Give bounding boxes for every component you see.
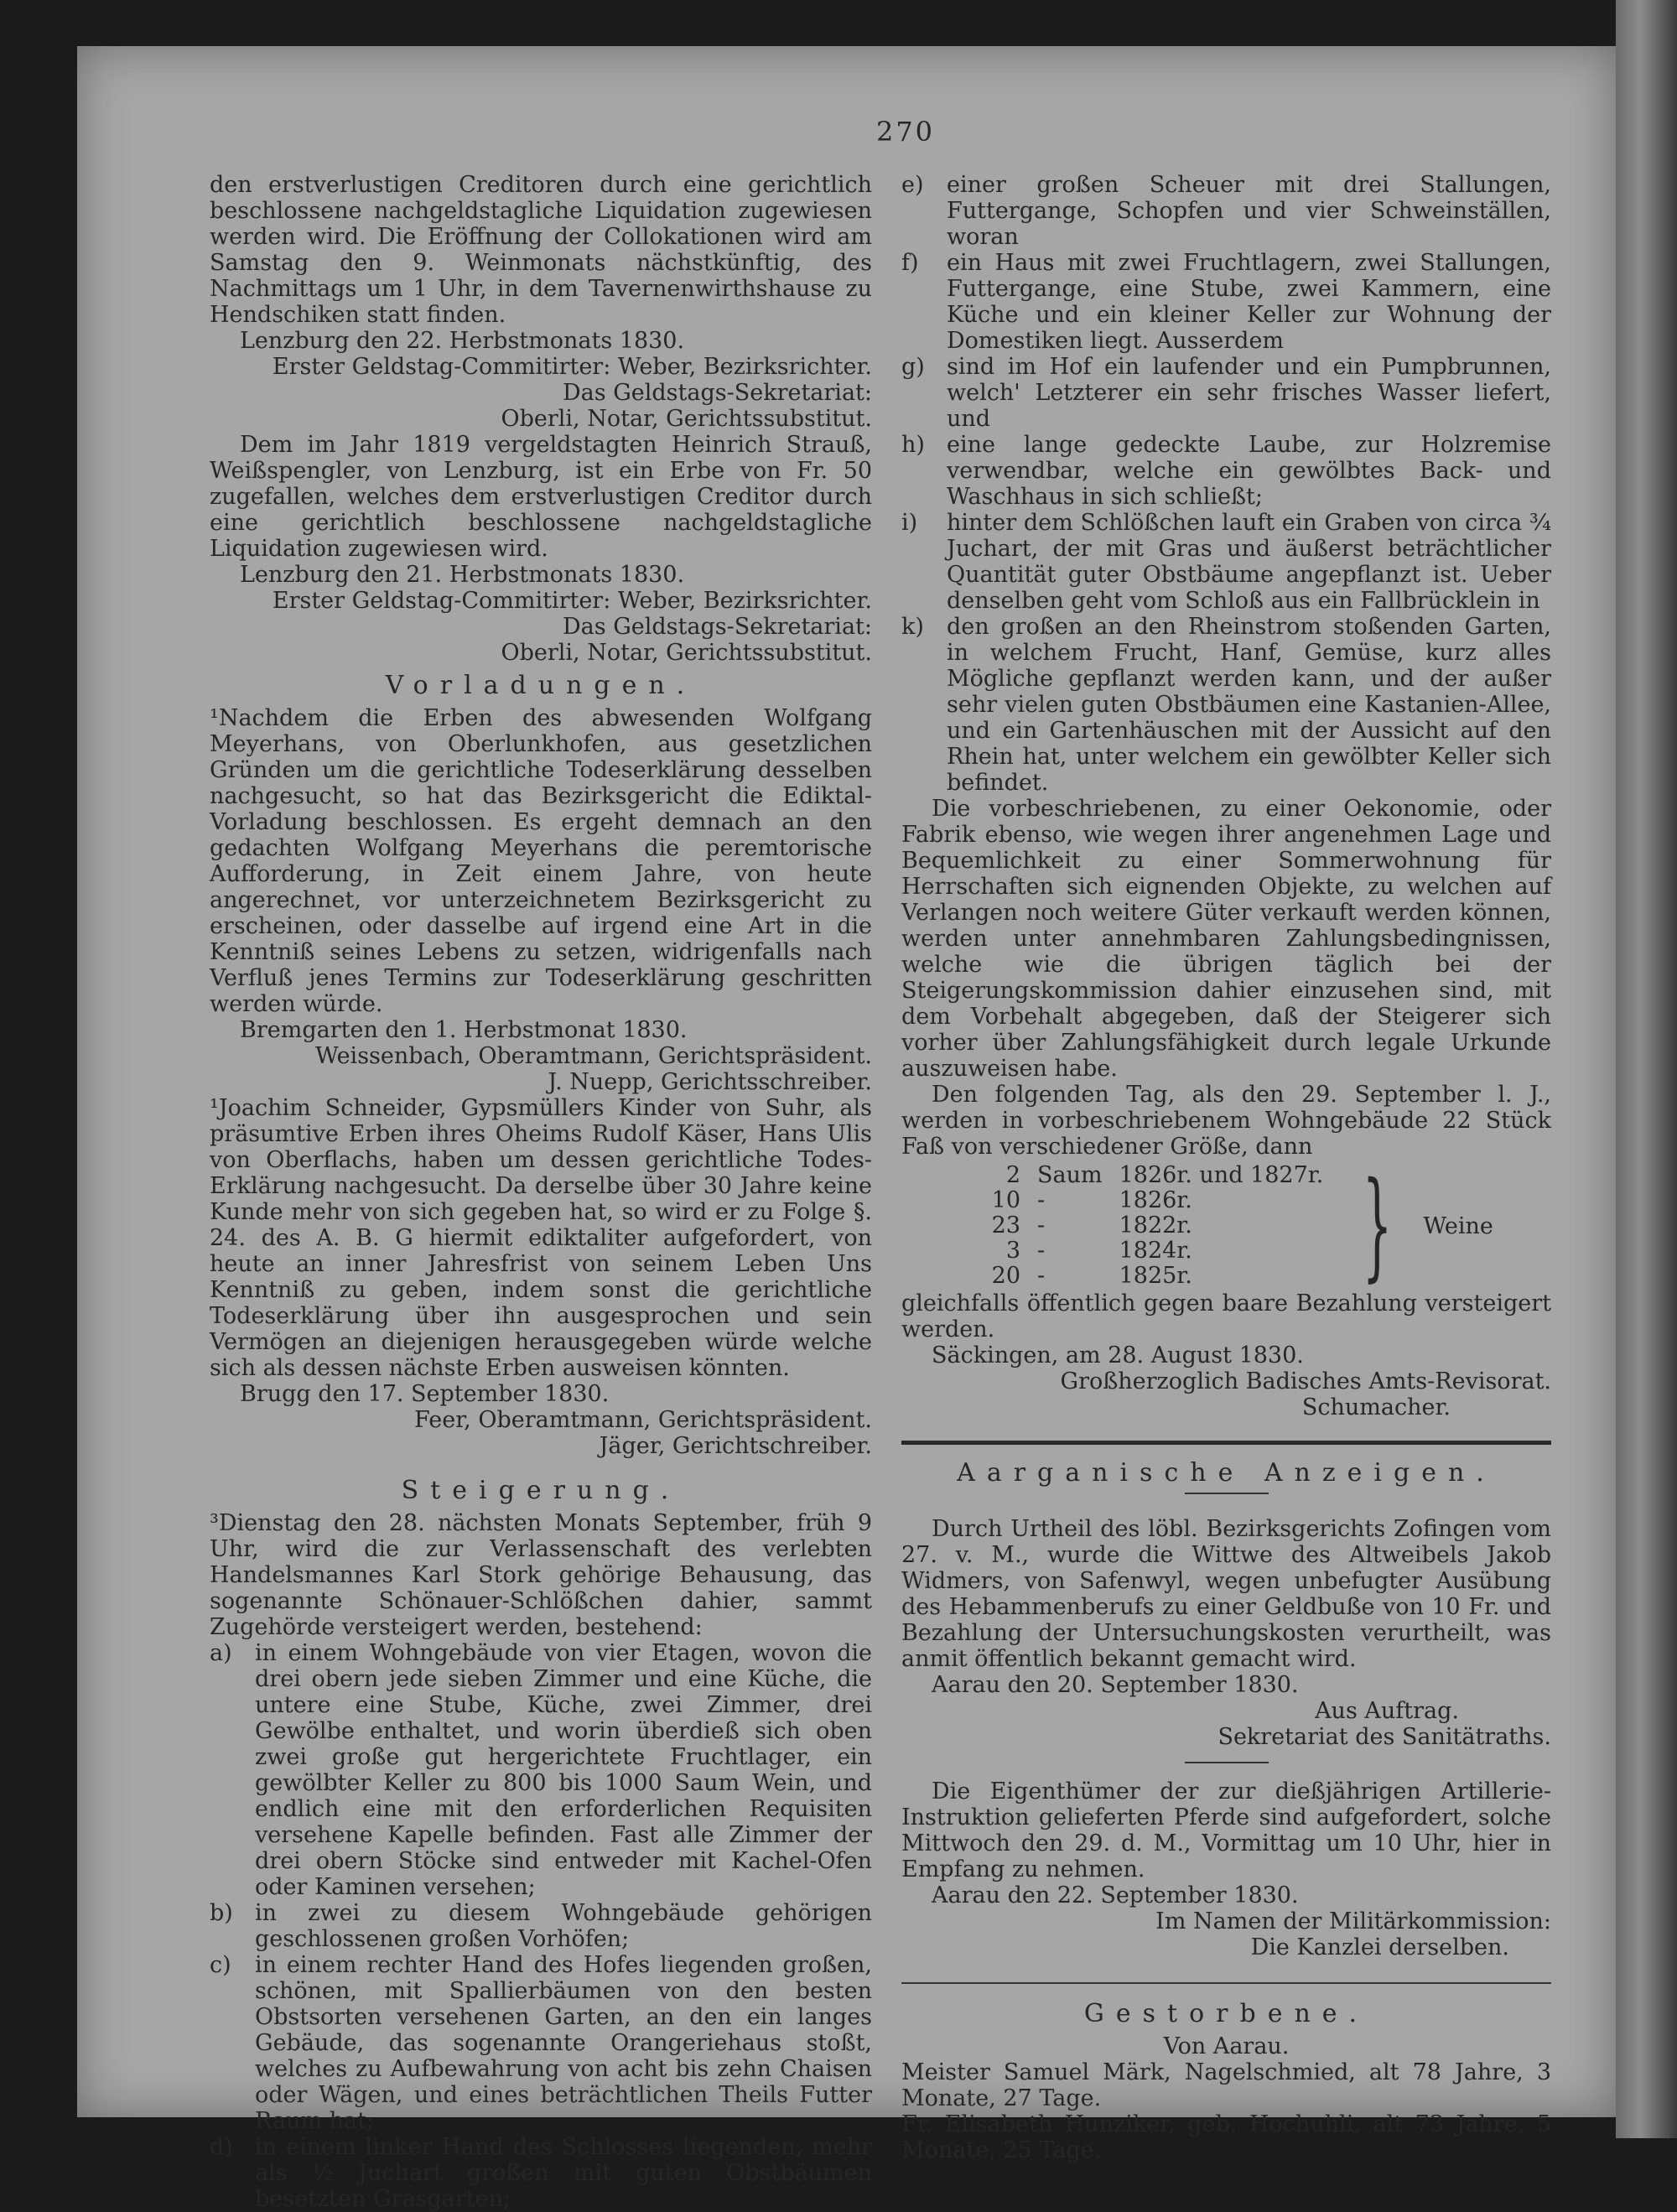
wine-count: 10 [991,1187,1020,1213]
table-row [962,1188,1332,1213]
death-notice: Fr. Elisabeth Hunziker, geb. Hochuhli, alt 73 Jahre, 5 Monate, 25 Tage. [901,2111,1551,2163]
list-label: a) [210,1640,232,1666]
list-label: h) [901,432,925,458]
list-item [901,432,1551,510]
paragraph: Die vorbeschriebenen, zu einer Oekonomie, oder Fabrik ebenso, wie wegen ihrer angenehmen Lage und Bequemlichkeit zu einer Sommerwohnung für Herrschaften sich eignenden Objekte, zu welchen auf Verlangen noch weitere Güter verkauft werden können, werden unter annehmbaren Zahlungsbedingnissen, welche wie die übrigen täglich bei der Steigerungskommission dahier einzusehen sind, mit dem Vorbehalt abgegeben, daß der Steigerer sich vorher über Zahlungsfähigkeit durch legale Urkunde auszuweisen habe. [901,796,1551,1082]
paragraph: den erstverlustigen Creditoren durch eine gerichtlich beschlossene nachgeldstagliche Liquidation zugewiesen werden wird. Die Eröffnung der Collokationen wird am Samstag den 9. Weinmonats nächstkünftig, des Nachmittags um 1 Uhr, in dem Tavernenwirthshause zu Hendschiken statt finden. [210,172,872,328]
wine-year: 1824r. [1119,1238,1192,1264]
list-item [901,510,1551,614]
divider [1185,1762,1269,1763]
list-text: einer großen Scheuer mit drei Stallungen, Futtergange, Schopfen und vier Schweinställen, woran [947,172,1551,250]
death-notice: Meister Samuel Märk, Nagelschmied, alt 78 Jahre, 3 Monate, 27 Tage. [901,2059,1551,2111]
signature: Schumacher. [1301,1394,1451,1420]
wine-count: 23 [991,1212,1020,1238]
list-item [901,250,1551,354]
wine-list [962,1157,1551,1294]
list-item [210,1640,872,1900]
paragraph: ³Dienstag den 28. nächsten Monats September, früh 9 Uhr, wird die zur Verlassenschaft des verlebten Handelsmannes Karl Stork gehörige Behausung, das sogenannte Schönauer-Schlößchen dahier, sammt Zugehörde versteigert werden, bestehend: [210,1510,872,1640]
wine-count: 2 [1005,1162,1020,1188]
list-text: sind im Hof ein laufender und ein Pumpbrunnen, welch' Letzterer ein sehr frisches Wasser liefert, und [947,354,1551,432]
list-text: in einem rechter Hand des Hofes liegenden großen, schönen, mit Spallierbäumen von den besten Obstsorten versehenen Garten, an den ein langes Gebäude, das sogenannte Orangeriehaus stoßt, welches zu Aufbewahrung von acht bis zehn Chaisen oder Wägen, und eines beträchtlichen Theils Futter Raum hat; [255,1952,872,2134]
table-row [962,1264,1332,1289]
wine-table [962,1163,1332,1289]
wine-year: 1822r. [1119,1212,1192,1238]
list-text: eine lange gedeckte Laube, zur Holzremise verwendbar, welche ein gewölbtes Back- und Waschhaus in sich schließt; [947,432,1551,510]
list-label: g) [901,354,925,380]
signature: Im Namen der Militärkommission: [1155,1908,1551,1934]
wine-year: 1826r. und 1827r. [1119,1162,1324,1188]
paragraph: Durch Urtheil des löbl. Bezirksgerichts Zofingen vom 27. v. M., wurde die Wittwe des Altweibels Jakob Widmers, von Safenwyl, wegen unbefugter Ausübung des Hebammenberufs zu einer Geldbuße von 10 Fr. und Bezahlung der Untersuchungskosten verurtheilt, was anmit öffentlich bekannt gemacht wird. [901,1516,1551,1672]
list-item [901,354,1551,432]
table-row [962,1213,1332,1238]
list-item [210,2134,872,2212]
list-text: in einem linker Hand des Schlosses liegenden, mehr als ½ Juchart großen mit guten Obstbäumen besetzten Grasgarten; [255,2134,872,2212]
section-heading: Gestorbene. [1083,1999,1369,2028]
date-line: Lenzburg den 22. Herbstmonats 1830. [240,328,685,354]
list-text: in zwei zu diesem Wohngebäude gehörigen geschlossenen großen Vorhöfen; [255,1900,872,1952]
wine-count: 3 [1005,1238,1020,1264]
list-label: e) [901,172,924,198]
signature: Das Geldstags-Sekretariat: [563,614,872,640]
list-label: i) [901,510,918,536]
list-item [901,614,1551,796]
signature: J. Nuepp, Gerichtsschreiber. [548,1069,872,1095]
date-line: Aarau den 20. September 1830. [932,1672,1299,1698]
wine-year: 1826r. [1119,1187,1192,1213]
wine-unit: - [1037,1263,1046,1289]
section-divider [901,1982,1551,1984]
section-heading: Aarganische Anzeigen. [957,1458,1496,1488]
subheading: Von Aarau. [1163,2033,1290,2059]
signature: Erster Geldstag-Commitirter: Weber, Bezirksrichter. [272,588,872,614]
date-line: Bremgarten den 1. Herbstmonat 1830. [240,1017,688,1043]
list-text: in einem Wohngebäude von vier Etagen, wovon die drei obern jede sieben Zimmer und eine Küche, die untere eine Stube, Küche, zwei Zimmer, drei Gewölbe enthaltet, und worin überdieß sich oben zwei große gut hergerichtete Fruchtlager, ein gewölbter Keller zu 800 bis 1000 Saum Wein, und endlich eine mit den erforderlichen Requisiten versehene Kapelle befinden. Fast alle Zimmer der drei obern Stöcke sind entweder mit Kachel-Ofen oder Kaminen versehen; [255,1640,872,1900]
paragraph: Den folgenden Tag, als den 29. September l. J., werden in vorbeschriebenem Wohngebäude 22 Stück Faß von verschiedener Größe, dann [901,1082,1551,1160]
signature: Weissenbach, Oberamtmann, Gerichtspräsident. [315,1043,872,1069]
list-item [210,1900,872,1952]
signature: Aus Auftrag. [1315,1698,1459,1724]
list-text: den großen an den Rheinstrom stoßenden Garten, in welchem Frucht, Hanf, Gemüse, kurz alles Mögliche gepflanzt werden kann, und der außer sehr vielen guten Obstbäumen eine Kastanien-Allee, und ein Gartenhäuschen mit der Aussicht auf den Rhein hat, unter welchem ein gewölbter Keller sich befindet. [947,614,1551,796]
wine-label: Weine [1423,1212,1493,1239]
signature: Das Geldstags-Sekretariat: [563,380,872,406]
list-item [901,172,1551,250]
signature: Die Kanzlei derselben. [1250,1934,1509,1960]
date-line: Brugg den 17. September 1830. [240,1381,610,1407]
page-number: 270 [875,116,936,148]
section-heading: Vorladungen. [385,671,697,700]
signature: Oberli, Notar, Gerichtssubstitut. [501,406,872,432]
list-label: b) [210,1900,233,1926]
signature: Jäger, Gerichtschreiber. [599,1433,872,1459]
wine-unit: - [1037,1238,1046,1264]
wine-unit: - [1037,1212,1046,1238]
date-line: Säckingen, am 28. August 1830. [932,1342,1304,1368]
paragraph: ¹Nachdem die Erben des abwesenden Wolfgang Meyerhans, von Oberlunkhofen, aus gesetzlichen Gründen um die gerichtliche Todeserklärung desselben nachgesucht, so hat das Bezirksgericht die Ediktal-Vorladung beschlossen. Es ergeht demnach an den gedachten Wolfgang Meyerhans die peremtorische Aufforderung, in Zeit einem Jahre, von heute angerechnet, vor unterzeichnetem Bezirksgericht zu erscheinen, oder dasselbe auf irgend eine Art in die Kenntniß seines Lebens zu setzen, widrigenfalls nach Verfluß jenes Termins zur Todeserklärung geschritten werden würde. [210,705,872,1017]
list-label: k) [901,614,924,640]
wine-unit: Saum [1037,1162,1103,1188]
signature: Erster Geldstag-Commitirter: Weber, Bezirksrichter. [272,354,872,380]
paragraph: ¹Joachim Schneider, Gypsmüllers Kinder von Suhr, als präsumtive Erben ihres Oheims Rudolf Käser, Hans Ulis von Oberflachs, haben um dessen gerichtliche Todes-Erklärung nachgesucht. Da derselbe über 30 Jahre keine Kunde mehr von sich gegeben hat, so wird er zu Folge §. 24. des A. B. G hiermit ediktaliter aufgefordert, von heute an inner Jahresfrist von seinem Leben Uns Kenntniß zu geben, indem sonst die gerichtliche Todeserklärung über ihn ausgesprochen und sein Vermögen an diejenigen herausgegeben würde welche sich als dessen nächste Erben ausweisen könnten. [210,1095,872,1381]
next-page-edge [1616,0,1677,2138]
list-label: c) [210,1952,231,1978]
section-divider [901,1441,1551,1445]
wine-year: 1825r. [1119,1263,1192,1289]
wine-count: 20 [991,1263,1020,1289]
list-item [210,1952,872,2134]
section-heading: Steigerung. [401,1476,681,1505]
date-line: Aarau den 22. September 1830. [932,1882,1299,1908]
signature: Großherzoglich Badisches Amts-Revisorat. [1060,1368,1551,1394]
paragraph: gleichfalls öffentlich gegen baare Bezahlung versteigert werden. [901,1290,1551,1342]
wine-unit: - [1037,1187,1046,1213]
right-column [901,172,1551,2163]
paragraph: Die Eigenthümer der zur dießjährigen Artillerie-Instruktion gelieferten Pferde sind aufgefordert, solche Mittwoch den 29. d. M., Vormittag um 10 Uhr, hier in Empfang zu nehmen. [901,1778,1551,1882]
brace-icon: } [1363,1157,1393,1294]
signature: Feer, Oberamtmann, Gerichtspräsident. [414,1407,872,1433]
heading-underline [1185,1493,1269,1494]
signature: Sekretariat des Sanitätraths. [1218,1724,1551,1750]
left-column [210,172,872,2212]
paragraph: Dem im Jahr 1819 vergeldstagten Heinrich Strauß, Weißspengler, von Lenzburg, ist ein Erbe von Fr. 50 zugefallen, welches dem erstverlustigen Creditor durch eine gerichtlich beschlossene nachgeldstagliche Liquidation zugewiesen wird. [210,432,872,562]
list-text: ein Haus mit zwei Fruchtlagern, zwei Stallungen, Futtergange, eine Stube, zwei Kammern, eine Küche und ein kleiner Keller zur Wohnung der Domestiken liegt. Ausserdem [947,250,1551,354]
table-row [962,1238,1332,1264]
signature: Oberli, Notar, Gerichtssubstitut. [501,640,872,666]
date-line: Lenzburg den 21. Herbstmonats 1830. [240,562,685,588]
table-row [962,1163,1332,1188]
list-text: hinter dem Schlößchen lauft ein Graben von circa ¾ Juchart, der mit Gras und äußerst beträchtlicher Quantität guter Obstbäume angepflanzt ist. Ueber denselben geht vom Schloß aus ein Fallbrücklein in [947,510,1551,614]
list-label: f) [901,250,919,276]
list-label: d) [210,2134,233,2160]
